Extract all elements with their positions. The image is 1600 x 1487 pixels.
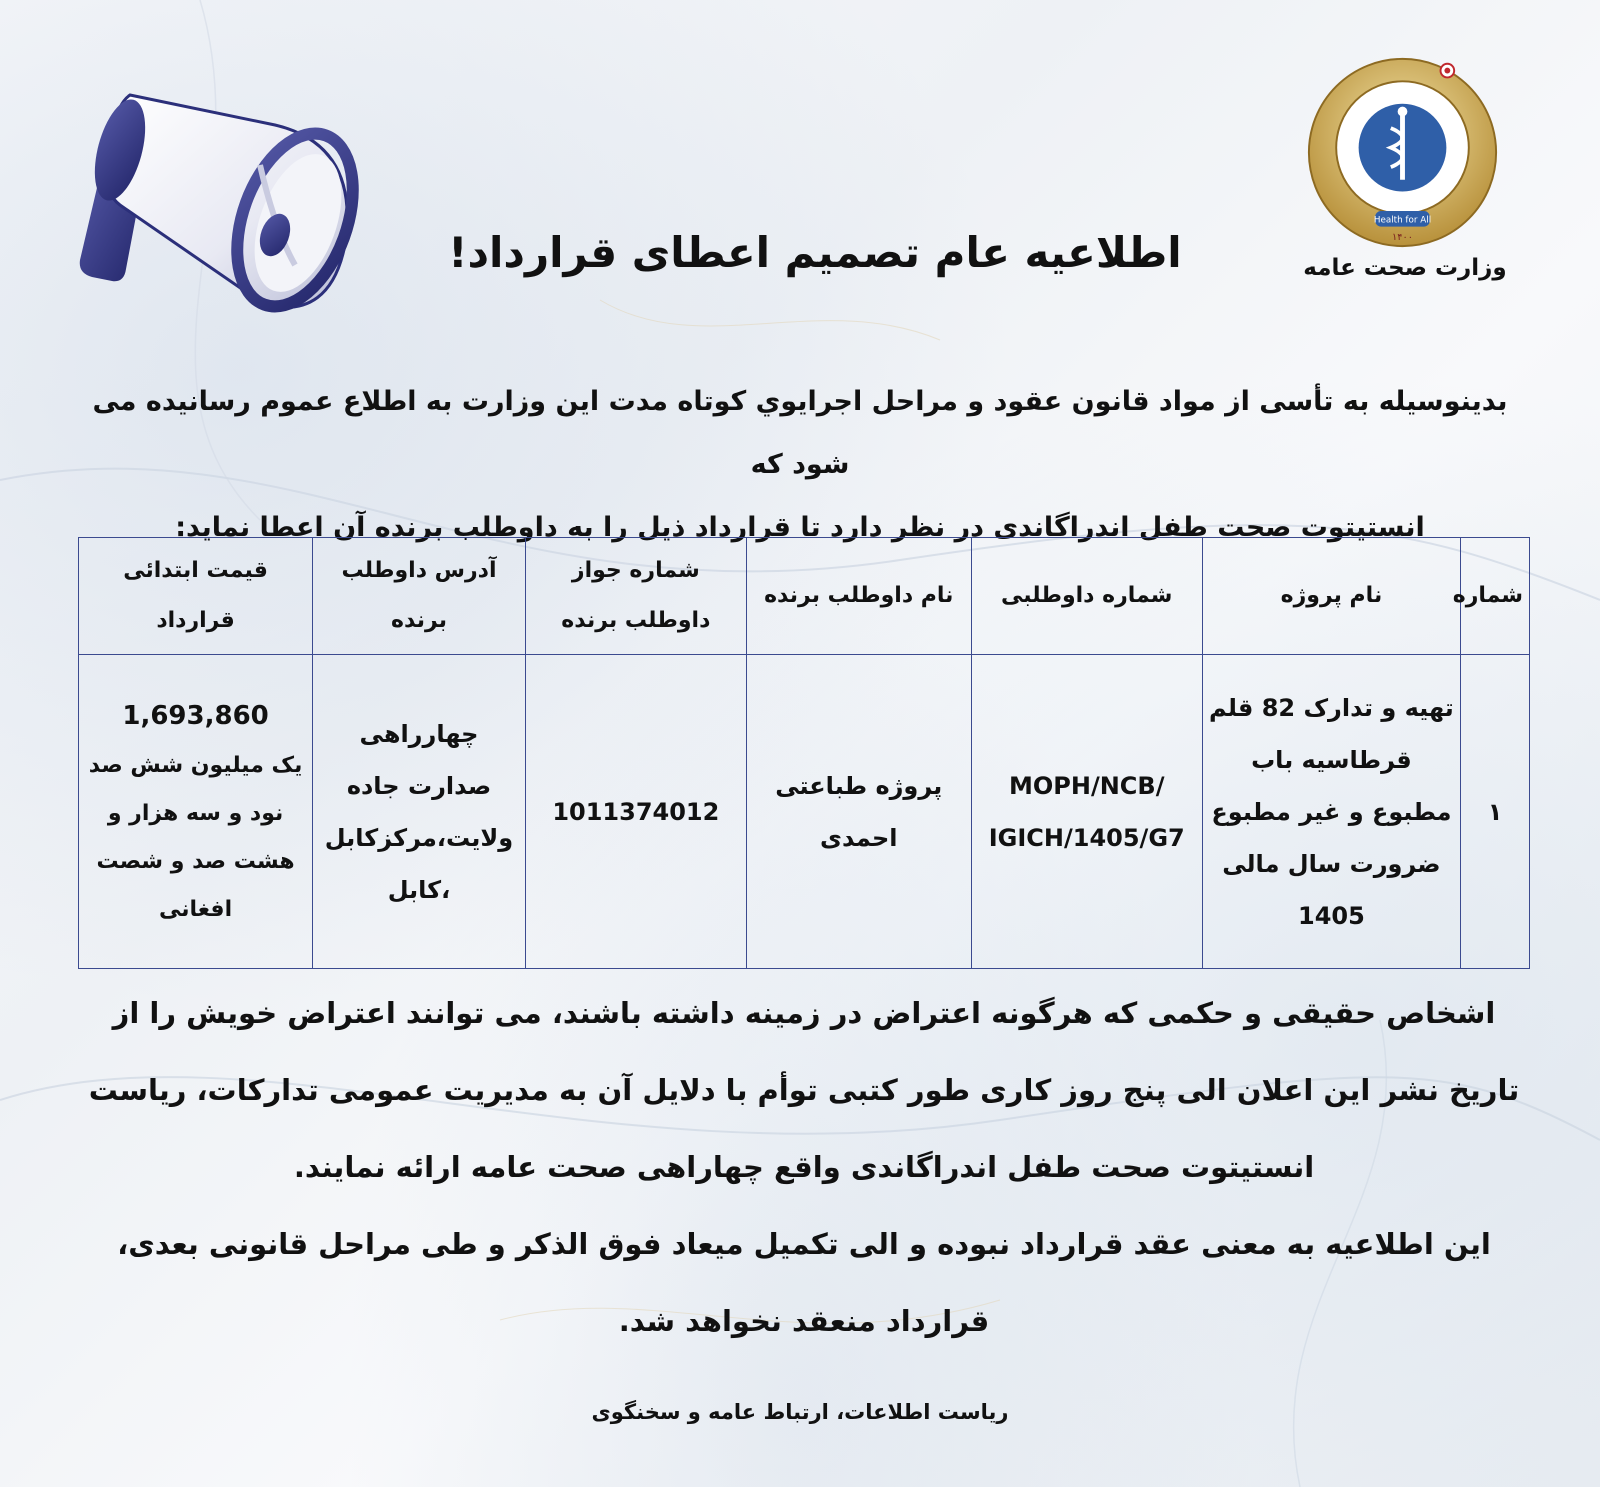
header-project: نام پروژه [1202,538,1460,655]
disclaimer-paragraph: این اطلاعیه به معنی عقد قرارداد نبوده و الی تکمیل میعاد فوق الذکر و طی مراحل قانونی بعدی، قرارداد منعقد نخواهد شد. [117,1227,1491,1338]
cell-winner-name: پروژه طباعتی احمدی [746,655,971,969]
intro-paragraph [80,370,1520,559]
header-winner-name: نام داوطلب برنده [746,538,971,655]
cell-candidate-number: MOPH/NCB/ IGICH/1405/G7 [971,655,1202,969]
cell-number: ۱ [1461,655,1530,969]
svg-text:۱۴۰۰: ۱۴۰۰ [1392,232,1413,244]
price-number: 1,693,860 [122,700,269,731]
megaphone-icon [60,55,370,325]
cell-address: چهارراهی صدارت جاده ولایت،مرکزکابل ،کابل [313,655,526,969]
table-row [79,655,1530,969]
signature-line: ریاست اطلاعات، ارتباط عامه و سخنگوی [591,1400,1009,1424]
cell-price [79,655,313,969]
contract-award-table [78,537,1530,969]
header-candidate-number: شماره داوطلبی [971,538,1202,655]
cell-license-number: 1011374012 [525,655,746,969]
cell-project: تهیه و تدارک 82 قلم قرطاسیه باب مطبوع و غیر مطبوع ضرورت سال مالی 1405 [1202,655,1460,969]
page-title: اطلاعیه عام تصمیم اعطای قرارداد! [448,228,1182,277]
header-number: شماره [1461,538,1530,655]
objection-paragraph: اشخاص حقیقی و حکمی که هرگونه اعتراض در زمینه داشته باشند، می توانند اعتراض خویش را از تاریخ نشر این اعلان الی پنج روز کاری طور کتبی توأم با دلایل آن به مدیریت عمومی تدارکات، ریاست انستیتوت صحت طفل اندراگاندی واقع چهاراهی صحت عامه ارائه نمایند. [88,996,1520,1184]
objection-notice [78,975,1530,1360]
intro-line-2: انستیتوت صحت طفل اندراگاندی در نظر دارد تا قرارداد ذیل را به داوطلب برنده آن اعطا نماید: [175,512,1425,543]
price-words: یک میلیون شش صد نود و سه هزار و هشت صد و شصت افغانی [88,752,303,922]
header-license-number: شماره جواز داوطلب برنده [525,538,746,655]
header-address: آدرس داوطلب برنده [313,538,526,655]
ministry-name: وزارت صحت عامه [1303,255,1507,281]
table-header-row [79,538,1530,655]
intro-line-1: بدینوسیله به تأسی از مواد قانون عقود و مراحل اجرایوي کوتاه مدت این وزارت به اطلاع عموم رسانیده می شود که [92,386,1508,480]
svg-text:Health for All: Health for All [1373,215,1432,226]
ministry-logo [1305,55,1500,250]
header-price: قیمت ابتدائی قرارداد [79,538,313,655]
